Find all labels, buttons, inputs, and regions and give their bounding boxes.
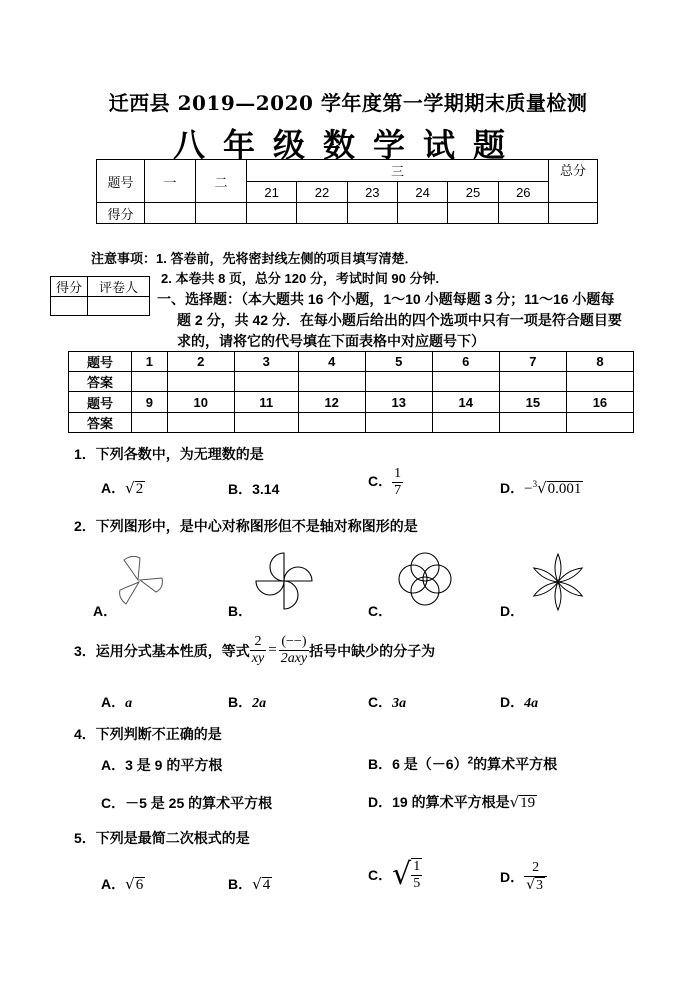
q3-option-c [368, 692, 406, 712]
q4-stem: 4．下列判断不正确的是 [74, 726, 222, 742]
q1-c-label: C． [368, 473, 393, 490]
answer-cell[interactable] [234, 372, 298, 392]
answer-cell[interactable] [365, 372, 432, 392]
q3-d-label: D． [500, 694, 525, 710]
answer-cell[interactable] [432, 413, 499, 433]
q5-a-radicand: 6 [135, 877, 144, 893]
q3-equals: = [268, 642, 277, 658]
q1-option-b [228, 479, 279, 499]
answer-table-qnum: 5 [365, 352, 432, 372]
answer-table-qnum: 1 [132, 352, 168, 372]
q3-lhs-fraction [250, 634, 266, 667]
q1-c-denominator: 7 [394, 483, 402, 498]
section1-instructions [157, 289, 637, 352]
q2-option-c-label: C． [368, 603, 393, 619]
q5-stem: 5．下列是最简二次根式的是 [74, 830, 250, 846]
answer-table-label-q: 题号 [69, 392, 132, 413]
q5-d-fraction: $\frac{2}{√3}$ [524, 860, 547, 894]
q3-lhs-denominator: xy [251, 651, 265, 666]
score-cell[interactable] [297, 203, 347, 224]
q3-c-value: 3a [392, 696, 407, 711]
answer-table-qnum: 10 [167, 392, 234, 413]
score-cell[interactable] [145, 203, 196, 224]
score-table-part2: 二 [196, 160, 247, 203]
q1-a-label: A． [101, 480, 126, 496]
q5-d-numerator: 2 [524, 860, 547, 877]
score-cell[interactable] [196, 203, 247, 224]
score-table-sub-q: 23 [347, 182, 397, 203]
q2-option-b-label: B． [228, 603, 253, 619]
answer-cell[interactable] [132, 413, 168, 433]
q3-option-a [101, 692, 132, 712]
answer-table-qnum: 14 [432, 392, 499, 413]
q4-option-c: C．－5 是 25 的算术平方根 [101, 795, 273, 811]
section1-line2: 题 2 分，共 42 分．在每小题后给出的四个选项中只有一项是符合题目要 [177, 312, 622, 328]
q3-b-label: B． [228, 694, 253, 710]
answer-cell[interactable] [566, 372, 633, 392]
exam-title: 迁西县 2019—2020 学年度第一学期期末质量检测 [108, 91, 588, 115]
score-table-label-question: 题号 [97, 160, 145, 203]
grader-box-grader-label: 评卷人 [88, 277, 150, 297]
answer-table-qnum: 13 [365, 392, 432, 413]
score-table-part1: 一 [145, 160, 196, 203]
grader-box-grader-cell[interactable] [88, 297, 150, 316]
answer-cell[interactable] [432, 372, 499, 392]
score-table-sub-q: 22 [297, 182, 347, 203]
answer-cell[interactable] [365, 413, 432, 433]
exam-subject: 八年级数学试题 [172, 126, 523, 164]
answer-table-qnum: 2 [167, 352, 234, 372]
q3-stem-post: 括号中缺少的分子为 [309, 642, 436, 659]
q4-b-sup: 2 [467, 755, 474, 767]
q5-b-label: B． [228, 876, 253, 892]
q2-figure-b-quarter-circles [253, 550, 315, 612]
answer-cell[interactable] [499, 413, 566, 433]
answer-table-qnum: 12 [298, 392, 365, 413]
q3-d-value: 4a [524, 696, 539, 711]
score-cell[interactable] [247, 203, 297, 224]
q1-a-radicand: 2 [135, 481, 144, 497]
q5-option-a: A．√6 [101, 875, 144, 893]
answer-table-label-a: 答案 [69, 372, 132, 392]
q2-option-d-label: D． [500, 603, 525, 619]
q1-d-sign: − [524, 481, 533, 497]
q5-d-radicand: 3 [536, 878, 544, 893]
q1-c-fraction [392, 466, 403, 499]
answer-table-qnum: 11 [234, 392, 298, 413]
q5-c-denominator: 5 [413, 876, 421, 891]
score-cell[interactable] [397, 203, 447, 224]
q5-c-label: C． [368, 867, 393, 883]
q5-option-b: B．√4 [228, 875, 271, 893]
grader-box-score-cell[interactable] [51, 297, 88, 316]
answer-table-label-q: 题号 [69, 352, 132, 372]
answer-cell[interactable] [298, 413, 365, 433]
q3-option-d [500, 692, 538, 712]
q3-lhs-numerator: 2 [250, 634, 266, 651]
score-table-part3: 三 [247, 160, 549, 182]
score-table-label-score: 得分 [97, 203, 145, 224]
answer-table-qnum: 3 [234, 352, 298, 372]
q3-a-label: A． [101, 694, 126, 710]
answer-cell[interactable] [298, 372, 365, 392]
answer-table-qnum: 4 [298, 352, 365, 372]
score-cell[interactable] [347, 203, 397, 224]
answer-table-qnum: 9 [132, 392, 168, 413]
score-table-sub-q: 26 [498, 182, 548, 203]
score-table-total: 总分 [549, 160, 598, 203]
notes-line1: 注意事项：1. 答卷前，先将密封线左侧的项目填写清楚． [91, 251, 418, 266]
q3-rhs-fraction [279, 634, 309, 667]
q4-option-a: A．3 是 9 的平方根 [101, 757, 223, 773]
q1-d-label: D． [500, 480, 525, 496]
score-cell[interactable] [498, 203, 548, 224]
q5-d-label: D． [500, 869, 525, 885]
answer-cell[interactable] [566, 413, 633, 433]
answer-cell[interactable] [132, 372, 168, 392]
score-cell[interactable] [448, 203, 498, 224]
q3-stem [74, 634, 435, 667]
q3-rhs-numerator: (−−) [279, 634, 309, 651]
q2-option-a-label: A． [93, 603, 118, 619]
answer-cell[interactable] [234, 413, 298, 433]
answer-table-qnum: 15 [499, 392, 566, 413]
q3-b-value: 2a [252, 696, 267, 711]
answer-table-qnum: 16 [566, 392, 633, 413]
score-table-sub-q: 24 [397, 182, 447, 203]
q4-b-pre: B．6 是（－6） [368, 756, 468, 772]
q5-c-fraction [411, 858, 422, 892]
q4-option-b [368, 754, 557, 774]
q5-c-numerator: 1 [413, 859, 421, 874]
answer-cell[interactable] [167, 413, 234, 433]
q5-b-radicand: 4 [262, 877, 271, 893]
grader-box-score-label: 得分 [51, 277, 88, 297]
grader-box [50, 276, 150, 316]
answer-table-qnum: 7 [499, 352, 566, 372]
q5-a-label: A． [101, 876, 126, 892]
q2-figure-d-flower [526, 550, 590, 614]
q5-option-d [500, 860, 547, 894]
q1-d-index: 3 [532, 479, 538, 489]
section1-line1: 一、选择题：（本大题共 16 个小题，1～10 小题每题 3 分；11～16 小题每 [157, 291, 615, 307]
q2-figure-a-pinwheel [110, 548, 170, 610]
q1-option-c [368, 466, 403, 499]
q5-option-c: C． √ $\frac{1}{5}$ [368, 857, 421, 892]
answer-cell[interactable] [499, 372, 566, 392]
score-cell-total[interactable] [549, 203, 598, 224]
answer-cell[interactable] [167, 372, 234, 392]
q1-c-numerator: 1 [394, 466, 402, 481]
q4-d-pre: D．19 的算术平方根是 [368, 794, 510, 810]
answer-table [68, 351, 634, 433]
q3-stem-pre: 3．运用分式基本性质，等式 [74, 642, 250, 659]
q1-b-value: 3.14 [252, 481, 280, 497]
q4-d-radicand: 19 [520, 795, 536, 811]
answer-table-qnum: 6 [432, 352, 499, 372]
q1-stem: 1．下列各数中，为无理数的是 [74, 446, 264, 462]
notes-line2: 2. 本卷共 8 页，总分 120 分，考试时间 90 分钟. [161, 271, 440, 286]
q4-b-post: 的算术平方根 [473, 756, 558, 772]
q3-a-value: a [125, 696, 133, 711]
q3-c-label: C． [368, 694, 393, 710]
q3-option-b [228, 692, 266, 712]
q1-b-label: B． [228, 481, 253, 497]
q1-d-radicand: 0.001 [547, 481, 582, 497]
score-table-sub-q: 21 [247, 182, 297, 203]
q4-option-d: D．19 的算术平方根是√19 [368, 793, 536, 811]
section1-line3: 求的，请将它的代号填在下面表格中对应题号下） [177, 333, 485, 349]
q3-rhs-denominator: 2axy [280, 651, 308, 666]
q2-stem: 2．下列图形中，是中心对称图形但不是轴对称图形的是 [74, 518, 418, 534]
q2-figure-c-four-circles [393, 547, 457, 611]
answer-table-label-a: 答案 [69, 413, 132, 433]
score-table [96, 159, 598, 224]
q1-option-a: A．√2 [101, 479, 144, 497]
score-table-sub-q: 25 [448, 182, 498, 203]
q1-option-d: D．−$^3$√0.001 [500, 479, 582, 497]
answer-table-qnum: 8 [566, 352, 633, 372]
